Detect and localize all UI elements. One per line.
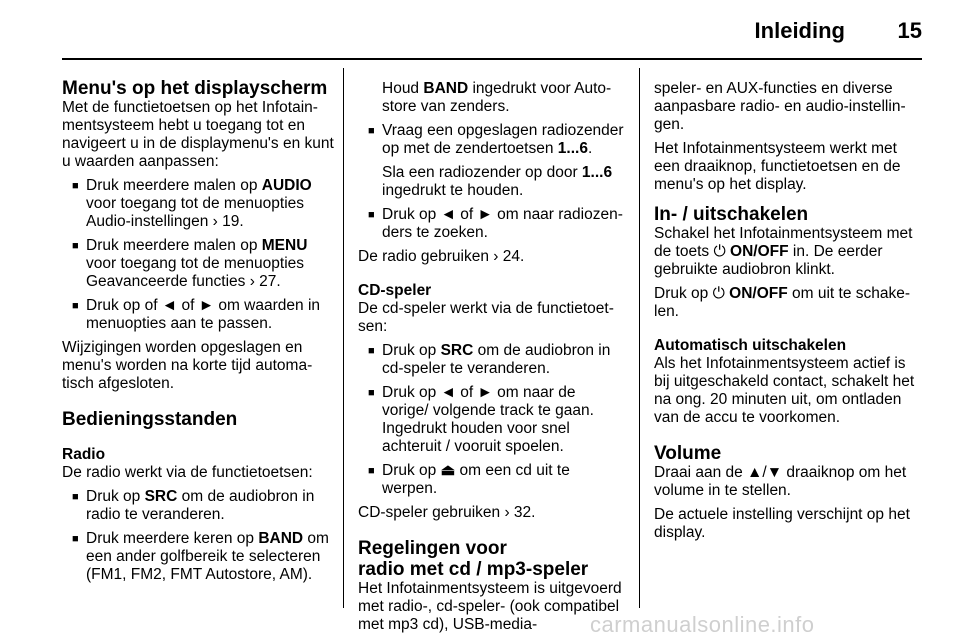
list-item xyxy=(358,122,624,158)
bullet-icon: ■ xyxy=(368,125,375,137)
bullet-icon: ■ xyxy=(72,533,79,545)
text: Houd xyxy=(382,80,424,97)
key-label: BAND xyxy=(423,80,469,97)
text: Druk op ◄ of ► om naar de vorige/ volgende track te gaan. Ingedrukt houden voor snel achteruit / vooruit spoelen. xyxy=(382,384,594,455)
text: Vraag een opgeslagen radiozender op met de zendertoetsen xyxy=(382,122,624,157)
text: Druk op ◄ of ► om naar radiozenders te zoeken. xyxy=(382,206,623,241)
menus-intro: Met de functietoetsen op het Infotainmentsysteem hebt u toegang tot en navigeert u in de displaymenu's en kunt u waarden aanpassen: xyxy=(62,99,334,170)
list-item xyxy=(358,384,624,456)
column-divider-1 xyxy=(343,68,344,608)
heading-bedieningsstanden: Bedieningsstanden xyxy=(62,409,238,430)
key-label: SRC xyxy=(144,488,178,505)
bullet-icon: ■ xyxy=(72,240,79,252)
bullet-icon: ■ xyxy=(368,209,375,221)
list-item xyxy=(62,177,334,231)
text: ingedrukt voor Autostore van zenders. xyxy=(382,80,612,115)
menus-note: Wijzigingen worden opgeslagen en menu's worden na korte tijd automatisch afgesloten. xyxy=(62,339,313,392)
heading-menus: Menu's op het displayscherm xyxy=(62,78,328,99)
eject-icon: ⏏ xyxy=(440,462,456,479)
list-item xyxy=(62,488,334,524)
heading-automatisch: Automatisch uitschakelen xyxy=(654,337,847,354)
cd-reference: CD-speler gebruiken › 32. xyxy=(358,504,536,521)
list-item xyxy=(62,297,334,333)
regelingen-text: Het Infotainmentsysteem is uitgevoerd met radio-, cd-speler- (ook compatibel met mp3 cd), USB-media- xyxy=(358,580,622,633)
list-item xyxy=(358,342,624,378)
key-label: ON/OFF xyxy=(725,243,789,260)
radio-reference: De radio gebruiken › 24. xyxy=(358,248,525,265)
text: Sla een radiozender op door xyxy=(382,164,582,181)
bullet-icon: ■ xyxy=(72,180,79,192)
heading-radio: Radio xyxy=(62,446,106,463)
text: Druk meerdere keren op xyxy=(86,530,259,547)
bullet-icon: ■ xyxy=(72,300,79,312)
heading-regelingen-2: radio met cd / mp3-speler xyxy=(358,559,589,580)
inschakelen-text xyxy=(654,225,924,279)
text: Druk op xyxy=(654,285,713,302)
band-note xyxy=(358,80,624,116)
text: ingedrukt te houden. xyxy=(382,182,524,199)
text: . xyxy=(587,140,593,157)
key-label: 1...6 xyxy=(557,140,588,157)
heading-regelingen-1: Regelingen voor xyxy=(358,538,507,559)
text: Druk op xyxy=(382,462,441,479)
store-note xyxy=(358,164,624,200)
list-item xyxy=(358,462,624,498)
bediening-text: Het Infotainmentsysteem werkt met een draaiknop, functietoetsen en de menu's op het display. xyxy=(654,140,901,193)
key-label: BAND xyxy=(258,530,304,547)
text: Schakel het Infotainmentsysteem met de toets xyxy=(654,225,913,260)
text: om een cd uit te werpen. xyxy=(382,462,570,497)
column-3 xyxy=(654,80,924,548)
watermark: carmanualsonline.info xyxy=(590,612,815,637)
header-rule xyxy=(62,58,922,60)
uitschakelen-text xyxy=(654,285,924,321)
volume-text: Draai aan de ▲/▼ draaiknop om het volume in te stellen. xyxy=(654,464,907,499)
regelingen-continued: speler- en AUX-functies en diverse aanpasbare radio- en audio-instellingen. xyxy=(654,80,906,133)
page-ref: › 19. xyxy=(212,213,244,230)
heading-cd-speler: CD-speler xyxy=(358,282,432,299)
text: om uit te schakelen. xyxy=(654,285,911,320)
page-number: 15 xyxy=(897,18,922,43)
column-2 xyxy=(358,80,624,640)
bullet-icon: ■ xyxy=(368,387,375,399)
text: om de audiobron in radio te veranderen. xyxy=(86,488,315,523)
text: Druk op of ◄ of ► om waarden in menuopties aan te passen. xyxy=(86,297,321,332)
text: in. De eerder gebruikte audiobron klinkt. xyxy=(654,243,883,278)
text: om de audiobron in cd-speler te veranderen. xyxy=(382,342,611,377)
bullet-icon: ■ xyxy=(368,465,375,477)
text: voor toegang tot de menuopties Geavanceerde functies xyxy=(86,255,305,290)
key-label: MENU xyxy=(261,237,308,254)
text: Druk op xyxy=(382,342,441,359)
key-label: SRC xyxy=(440,342,474,359)
key-label: AUDIO xyxy=(261,177,312,194)
text: Druk op xyxy=(86,488,145,505)
power-icon: ⏻ xyxy=(713,243,726,260)
text: Druk meerdere malen op xyxy=(86,237,262,254)
automatisch-text: Als het Infotainmentsysteem actief is bij uitgeschakeld contact, schakelt het na ong. 20 minuten uit, om ontladen van de accu te voorkomen. xyxy=(654,355,915,426)
list-item xyxy=(358,206,624,242)
text: om een ander golfbereik te selecteren (FM1, FM2, FMT Autostore, AM). xyxy=(86,530,329,583)
bullet-icon: ■ xyxy=(72,491,79,503)
cd-intro: De cd-speler werkt via de functietoetsen: xyxy=(358,300,614,335)
bullet-icon: ■ xyxy=(368,345,375,357)
volume-display-text: De actuele instelling verschijnt op het display. xyxy=(654,506,910,541)
list-item xyxy=(62,530,334,584)
text: Druk meerdere malen op xyxy=(86,177,262,194)
page-ref: › 27. xyxy=(249,273,281,290)
page-section-title: Inleiding xyxy=(754,18,845,43)
heading-in-uitschakelen: In- / uitschakelen xyxy=(654,204,809,225)
radio-intro: De radio werkt via de functietoetsen: xyxy=(62,464,313,481)
key-label: ON/OFF xyxy=(724,285,788,302)
power-icon: ⏻ xyxy=(712,285,725,302)
heading-volume: Volume xyxy=(654,443,722,464)
column-divider-2 xyxy=(639,68,640,608)
list-item xyxy=(62,237,334,291)
text: voor toegang tot de menuopties Audio-instellingen xyxy=(86,195,305,230)
key-label: 1...6 xyxy=(581,164,613,181)
column-1 xyxy=(62,78,334,590)
